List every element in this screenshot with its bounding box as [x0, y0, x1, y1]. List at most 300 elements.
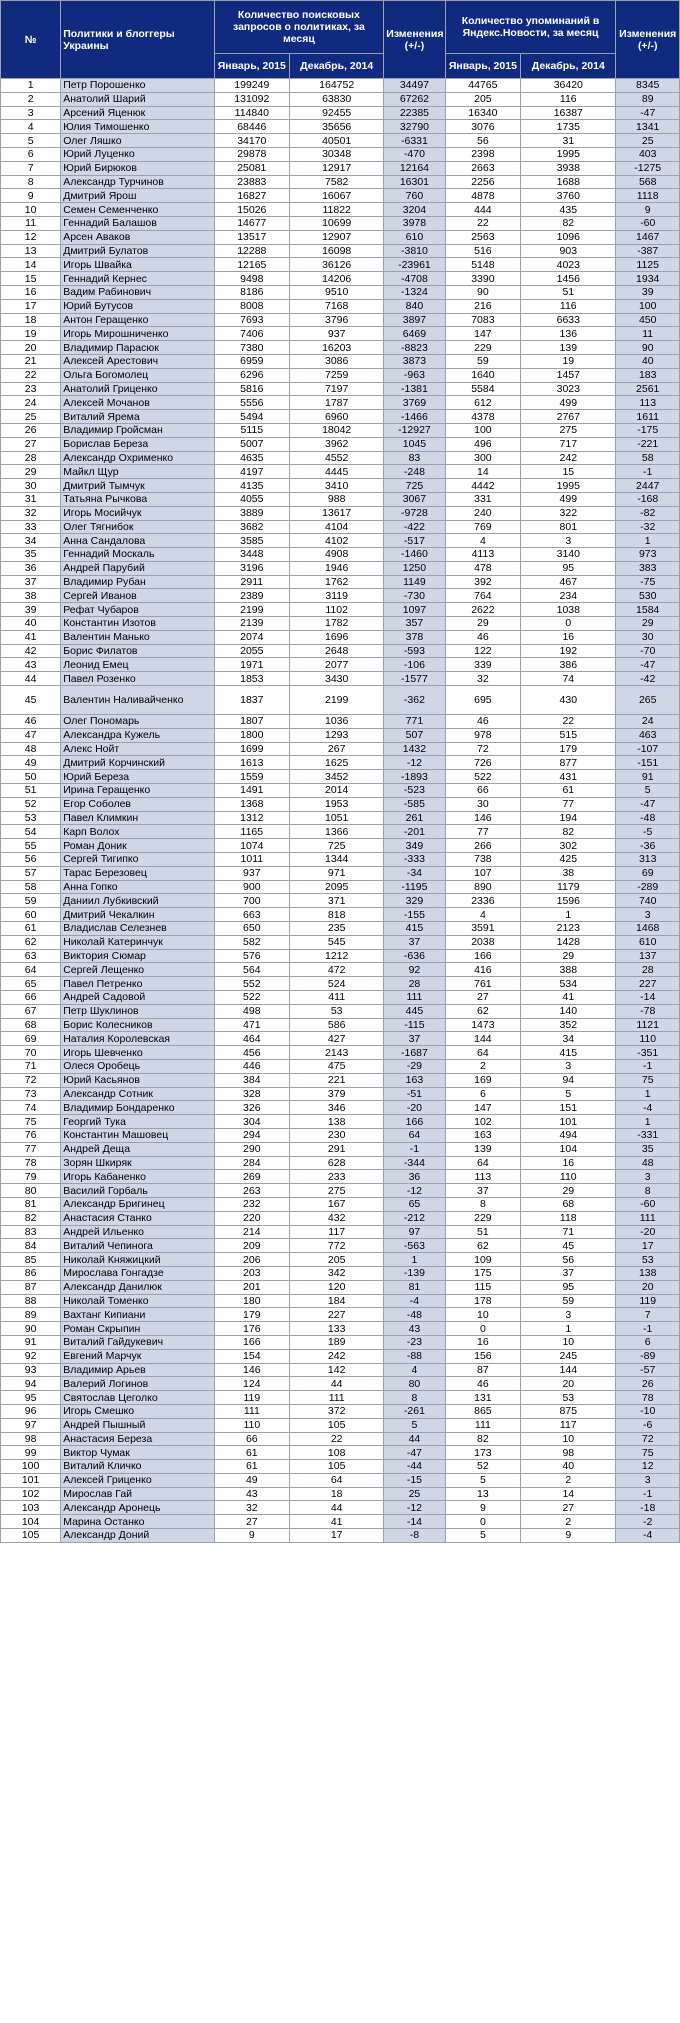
cell-search-change: 80 [384, 1377, 445, 1391]
cell-mentions-dec: 425 [521, 853, 616, 867]
cell-mentions-dec: 61 [521, 784, 616, 798]
cell-num: 7 [1, 161, 61, 175]
table-row [1, 1501, 680, 1515]
cell-mentions-dec: 16 [521, 630, 616, 644]
cell-mentions-jan: 2398 [445, 147, 521, 161]
cell-search-change: 1097 [384, 603, 445, 617]
cell-num: 54 [1, 825, 61, 839]
cell-mentions-change: 20 [616, 1280, 680, 1294]
cell-name: Павел Розенко [61, 672, 214, 686]
cell-mentions-change: 1341 [616, 120, 680, 134]
header-num: № [1, 1, 61, 79]
cell-mentions-jan: 10 [445, 1308, 521, 1322]
cell-num: 14 [1, 258, 61, 272]
cell-mentions-jan: 66 [445, 784, 521, 798]
cell-search-dec: 117 [290, 1225, 384, 1239]
cell-mentions-change: 1 [616, 1115, 680, 1129]
cell-name: Игорь Шевченко [61, 1046, 214, 1060]
cell-search-jan: 5007 [214, 437, 290, 451]
cell-num: 33 [1, 520, 61, 534]
cell-mentions-dec: 45 [521, 1239, 616, 1253]
cell-search-change: 25 [384, 1487, 445, 1501]
table-row [1, 756, 680, 770]
table-row [1, 1115, 680, 1129]
cell-mentions-jan: 16340 [445, 106, 521, 120]
cell-search-jan: 201 [214, 1280, 290, 1294]
cell-search-jan: 199249 [214, 79, 290, 93]
table-row [1, 1266, 680, 1280]
cell-mentions-jan: 44765 [445, 79, 521, 93]
table-row [1, 770, 680, 784]
cell-search-change: 1149 [384, 575, 445, 589]
cell-search-change: -47 [384, 1446, 445, 1460]
cell-mentions-dec: 3023 [521, 382, 616, 396]
cell-search-dec: 1212 [290, 949, 384, 963]
table-row [1, 644, 680, 658]
table-row [1, 1529, 680, 1543]
cell-search-jan: 2055 [214, 644, 290, 658]
cell-search-dec: 242 [290, 1349, 384, 1363]
table-row [1, 728, 680, 742]
cell-mentions-jan: 178 [445, 1294, 521, 1308]
cell-search-jan: 209 [214, 1239, 290, 1253]
cell-mentions-jan: 82 [445, 1432, 521, 1446]
cell-num: 41 [1, 630, 61, 644]
cell-name: Владимир Гройсман [61, 423, 214, 437]
header-change: Изменения (+/-) [384, 1, 445, 79]
cell-search-change: -1893 [384, 770, 445, 784]
cell-mentions-jan: 109 [445, 1253, 521, 1267]
cell-search-change: -4 [384, 1294, 445, 1308]
cell-mentions-jan: 761 [445, 977, 521, 991]
cell-search-dec: 205 [290, 1253, 384, 1267]
cell-search-jan: 464 [214, 1032, 290, 1046]
cell-search-change: -88 [384, 1349, 445, 1363]
table-row [1, 658, 680, 672]
cell-name: Андрей Пышный [61, 1418, 214, 1432]
cell-search-change: 37 [384, 935, 445, 949]
table-row [1, 79, 680, 93]
cell-mentions-dec: 10 [521, 1335, 616, 1349]
table-row [1, 1170, 680, 1184]
cell-num: 56 [1, 853, 61, 867]
cell-search-change: 81 [384, 1280, 445, 1294]
table-row [1, 1363, 680, 1377]
cell-search-change: 34497 [384, 79, 445, 93]
table-row [1, 575, 680, 589]
cell-search-dec: 53 [290, 1004, 384, 1018]
cell-mentions-change: 35 [616, 1142, 680, 1156]
cell-num: 85 [1, 1253, 61, 1267]
table-row [1, 327, 680, 341]
cell-mentions-dec: 5 [521, 1087, 616, 1101]
cell-search-change: 43 [384, 1322, 445, 1336]
cell-mentions-change: 75 [616, 1446, 680, 1460]
cell-name: Юлия Тимошенко [61, 120, 214, 134]
table-row [1, 1294, 680, 1308]
cell-name: Ирина Геращенко [61, 784, 214, 798]
table-row [1, 1460, 680, 1474]
cell-mentions-dec: 3760 [521, 189, 616, 203]
cell-mentions-jan: 72 [445, 742, 521, 756]
cell-mentions-dec: 0 [521, 617, 616, 631]
cell-search-dec: 1366 [290, 825, 384, 839]
cell-search-dec: 275 [290, 1184, 384, 1198]
cell-mentions-dec: 1688 [521, 175, 616, 189]
table-row [1, 935, 680, 949]
cell-num: 10 [1, 203, 61, 217]
cell-search-change: -1 [384, 1142, 445, 1156]
cell-mentions-jan: 90 [445, 285, 521, 299]
cell-search-dec: 427 [290, 1032, 384, 1046]
cell-search-jan: 119 [214, 1391, 290, 1405]
cell-search-change: -12 [384, 1501, 445, 1515]
cell-mentions-change: 1121 [616, 1018, 680, 1032]
table-row [1, 451, 680, 465]
cell-name: Игорь Мосийчук [61, 506, 214, 520]
table-row [1, 203, 680, 217]
cell-num: 42 [1, 644, 61, 658]
cell-search-jan: 552 [214, 977, 290, 991]
cell-search-change: -1460 [384, 548, 445, 562]
cell-mentions-change: -70 [616, 644, 680, 658]
cell-search-jan: 2074 [214, 630, 290, 644]
cell-mentions-jan: 62 [445, 1239, 521, 1253]
cell-mentions-change: 568 [616, 175, 680, 189]
table-row [1, 396, 680, 410]
cell-mentions-jan: 300 [445, 451, 521, 465]
cell-search-dec: 3430 [290, 672, 384, 686]
cell-num: 60 [1, 908, 61, 922]
cell-mentions-dec: 101 [521, 1115, 616, 1129]
header-jan2: Январь, 2015 [445, 54, 521, 79]
cell-name: Анастасия Станко [61, 1211, 214, 1225]
cell-name: Евгений Марчук [61, 1349, 214, 1363]
cell-mentions-jan: 4878 [445, 189, 521, 203]
cell-search-jan: 206 [214, 1253, 290, 1267]
cell-search-dec: 18042 [290, 423, 384, 437]
cell-mentions-jan: 51 [445, 1225, 521, 1239]
cell-mentions-change: 3 [616, 1170, 680, 1184]
cell-search-dec: 63830 [290, 92, 384, 106]
cell-search-change: -730 [384, 589, 445, 603]
cell-name: Юрий Бутусов [61, 299, 214, 313]
cell-mentions-jan: 7083 [445, 313, 521, 327]
cell-search-change: 1250 [384, 561, 445, 575]
table-row [1, 216, 680, 230]
cell-search-dec: 1625 [290, 756, 384, 770]
cell-search-change: 64 [384, 1128, 445, 1142]
table-row [1, 354, 680, 368]
cell-mentions-jan: 107 [445, 866, 521, 880]
cell-search-change: 840 [384, 299, 445, 313]
cell-name: Андрей Парубий [61, 561, 214, 575]
cell-search-dec: 628 [290, 1156, 384, 1170]
cell-search-jan: 61 [214, 1446, 290, 1460]
cell-num: 79 [1, 1170, 61, 1184]
cell-mentions-change: -1275 [616, 161, 680, 175]
cell-search-jan: 23883 [214, 175, 290, 189]
cell-search-jan: 269 [214, 1170, 290, 1184]
cell-search-jan: 937 [214, 866, 290, 880]
cell-mentions-jan: 266 [445, 839, 521, 853]
cell-mentions-dec: 117 [521, 1418, 616, 1432]
cell-mentions-jan: 522 [445, 770, 521, 784]
cell-mentions-jan: 173 [445, 1446, 521, 1460]
cell-search-dec: 17 [290, 1529, 384, 1543]
cell-mentions-jan: 3390 [445, 272, 521, 286]
cell-name: Павел Климкин [61, 811, 214, 825]
cell-mentions-dec: 179 [521, 742, 616, 756]
cell-search-change: 92 [384, 963, 445, 977]
table-row [1, 299, 680, 313]
table-row [1, 92, 680, 106]
cell-mentions-jan: 478 [445, 561, 521, 575]
cell-name: Юрий Касьянов [61, 1073, 214, 1087]
cell-search-change: -563 [384, 1239, 445, 1253]
cell-num: 83 [1, 1225, 61, 1239]
cell-mentions-change: 78 [616, 1391, 680, 1405]
cell-name: Александр Аронець [61, 1501, 214, 1515]
cell-name: Владимир Бондаренко [61, 1101, 214, 1115]
cell-mentions-change: 3 [616, 908, 680, 922]
cell-mentions-dec: 352 [521, 1018, 616, 1032]
cell-mentions-jan: 496 [445, 437, 521, 451]
cell-mentions-change: -351 [616, 1046, 680, 1060]
table-row [1, 147, 680, 161]
cell-num: 11 [1, 216, 61, 230]
table-row [1, 465, 680, 479]
cell-search-jan: 326 [214, 1101, 290, 1115]
cell-mentions-change: 113 [616, 396, 680, 410]
cell-name: Анна Сандалова [61, 534, 214, 548]
table-row [1, 437, 680, 451]
cell-mentions-change: 11 [616, 327, 680, 341]
cell-mentions-jan: 1473 [445, 1018, 521, 1032]
cell-name: Олег Ляшко [61, 134, 214, 148]
cell-mentions-jan: 2563 [445, 230, 521, 244]
cell-search-jan: 284 [214, 1156, 290, 1170]
cell-mentions-jan: 9 [445, 1501, 521, 1515]
cell-mentions-change: 973 [616, 548, 680, 562]
cell-mentions-change: 1118 [616, 189, 680, 203]
cell-search-jan: 111 [214, 1404, 290, 1418]
table-row [1, 686, 680, 715]
table-row [1, 1101, 680, 1115]
cell-mentions-change: -75 [616, 575, 680, 589]
cell-name: Георгий Тука [61, 1115, 214, 1129]
cell-search-change: 83 [384, 451, 445, 465]
cell-search-jan: 1559 [214, 770, 290, 784]
table-row [1, 341, 680, 355]
cell-num: 20 [1, 341, 61, 355]
cell-mentions-dec: 15 [521, 465, 616, 479]
cell-search-dec: 988 [290, 492, 384, 506]
cell-mentions-dec: 10 [521, 1432, 616, 1446]
cell-mentions-change: 24 [616, 715, 680, 729]
cell-mentions-change: 740 [616, 894, 680, 908]
cell-search-dec: 472 [290, 963, 384, 977]
cell-search-change: -593 [384, 644, 445, 658]
cell-mentions-change: 227 [616, 977, 680, 991]
cell-search-change: 378 [384, 630, 445, 644]
cell-search-jan: 27 [214, 1515, 290, 1529]
cell-name: Зорян Шкиряк [61, 1156, 214, 1170]
cell-search-jan: 1699 [214, 742, 290, 756]
cell-mentions-dec: 3 [521, 534, 616, 548]
cell-search-jan: 3585 [214, 534, 290, 548]
cell-name: Николай Томенко [61, 1294, 214, 1308]
cell-mentions-change: -221 [616, 437, 680, 451]
cell-search-jan: 6959 [214, 354, 290, 368]
cell-mentions-dec: 53 [521, 1391, 616, 1405]
cell-num: 27 [1, 437, 61, 451]
table-row [1, 977, 680, 991]
cell-search-dec: 133 [290, 1322, 384, 1336]
cell-search-jan: 328 [214, 1087, 290, 1101]
cell-mentions-dec: 3140 [521, 548, 616, 562]
cell-mentions-change: 111 [616, 1211, 680, 1225]
table-row [1, 1046, 680, 1060]
cell-search-jan: 1312 [214, 811, 290, 825]
cell-search-dec: 227 [290, 1308, 384, 1322]
cell-num: 82 [1, 1211, 61, 1225]
cell-num: 29 [1, 465, 61, 479]
cell-search-dec: 221 [290, 1073, 384, 1087]
cell-name: Анатолий Шарий [61, 92, 214, 106]
table-row [1, 797, 680, 811]
cell-search-jan: 700 [214, 894, 290, 908]
cell-mentions-jan: 4 [445, 534, 521, 548]
cell-num: 87 [1, 1280, 61, 1294]
cell-mentions-dec: 1179 [521, 880, 616, 894]
cell-mentions-change: -4 [616, 1529, 680, 1543]
cell-search-dec: 3452 [290, 770, 384, 784]
cell-num: 63 [1, 949, 61, 963]
table-row [1, 603, 680, 617]
cell-mentions-jan: 695 [445, 686, 521, 715]
cell-mentions-change: 89 [616, 92, 680, 106]
cell-num: 102 [1, 1487, 61, 1501]
cell-search-jan: 582 [214, 935, 290, 949]
cell-num: 43 [1, 658, 61, 672]
cell-mentions-dec: 386 [521, 658, 616, 672]
cell-search-dec: 818 [290, 908, 384, 922]
cell-search-change: 3873 [384, 354, 445, 368]
cell-name: Петр Шуклинов [61, 1004, 214, 1018]
cell-search-jan: 1165 [214, 825, 290, 839]
cell-name: Владимир Парасюк [61, 341, 214, 355]
table-row [1, 742, 680, 756]
cell-name: Игорь Смешко [61, 1404, 214, 1418]
cell-search-change: 3897 [384, 313, 445, 327]
cell-mentions-jan: 113 [445, 1170, 521, 1184]
cell-mentions-jan: 0 [445, 1515, 521, 1529]
cell-search-jan: 900 [214, 880, 290, 894]
cell-num: 81 [1, 1197, 61, 1211]
cell-num: 62 [1, 935, 61, 949]
cell-name: Антон Геращенко [61, 313, 214, 327]
cell-search-jan: 6296 [214, 368, 290, 382]
cell-mentions-change: 450 [616, 313, 680, 327]
cell-num: 23 [1, 382, 61, 396]
cell-search-change: -48 [384, 1308, 445, 1322]
cell-mentions-change: 8 [616, 1184, 680, 1198]
cell-name: Анна Гопко [61, 880, 214, 894]
table-row [1, 1142, 680, 1156]
cell-mentions-change: -47 [616, 658, 680, 672]
cell-search-dec: 379 [290, 1087, 384, 1101]
cell-num: 2 [1, 92, 61, 106]
cell-num: 57 [1, 866, 61, 880]
cell-mentions-dec: 302 [521, 839, 616, 853]
cell-mentions-jan: 1640 [445, 368, 521, 382]
cell-mentions-change: 403 [616, 147, 680, 161]
cell-mentions-jan: 2622 [445, 603, 521, 617]
cell-search-dec: 4908 [290, 548, 384, 562]
header-change2: Изменения (+/-) [616, 1, 680, 79]
table-row [1, 880, 680, 894]
cell-search-change: 771 [384, 715, 445, 729]
cell-name: Анатолий Гриценко [61, 382, 214, 396]
table-row [1, 1377, 680, 1391]
cell-mentions-jan: 738 [445, 853, 521, 867]
cell-num: 36 [1, 561, 61, 575]
cell-search-dec: 30348 [290, 147, 384, 161]
table-row [1, 1308, 680, 1322]
cell-num: 104 [1, 1515, 61, 1529]
cell-num: 28 [1, 451, 61, 465]
cell-num: 34 [1, 534, 61, 548]
cell-search-change: -12927 [384, 423, 445, 437]
cell-search-dec: 6960 [290, 410, 384, 424]
cell-search-change: 507 [384, 728, 445, 742]
cell-num: 25 [1, 410, 61, 424]
cell-num: 98 [1, 1432, 61, 1446]
cell-search-jan: 12288 [214, 244, 290, 258]
cell-search-jan: 15026 [214, 203, 290, 217]
table-row [1, 1128, 680, 1142]
cell-mentions-change: -387 [616, 244, 680, 258]
cell-search-jan: 214 [214, 1225, 290, 1239]
cell-mentions-dec: 1 [521, 1322, 616, 1336]
cell-num: 61 [1, 922, 61, 936]
cell-num: 21 [1, 354, 61, 368]
cell-mentions-dec: 3 [521, 1059, 616, 1073]
cell-name: Валерий Логинов [61, 1377, 214, 1391]
cell-search-dec: 142 [290, 1363, 384, 1377]
cell-num: 97 [1, 1418, 61, 1432]
cell-num: 49 [1, 756, 61, 770]
cell-mentions-change: -5 [616, 825, 680, 839]
cell-search-dec: 4104 [290, 520, 384, 534]
cell-mentions-jan: 111 [445, 1418, 521, 1432]
cell-search-jan: 7406 [214, 327, 290, 341]
cell-mentions-jan: 22 [445, 216, 521, 230]
cell-num: 86 [1, 1266, 61, 1280]
cell-mentions-change: 7 [616, 1308, 680, 1322]
cell-name: Андрей Садовой [61, 991, 214, 1005]
cell-name: Алекс Нойт [61, 742, 214, 756]
cell-num: 95 [1, 1391, 61, 1405]
table-row [1, 963, 680, 977]
cell-search-change: 8 [384, 1391, 445, 1405]
cell-search-change: -1324 [384, 285, 445, 299]
cell-search-dec: 138 [290, 1115, 384, 1129]
cell-search-jan: 294 [214, 1128, 290, 1142]
cell-search-dec: 35656 [290, 120, 384, 134]
cell-search-dec: 586 [290, 1018, 384, 1032]
